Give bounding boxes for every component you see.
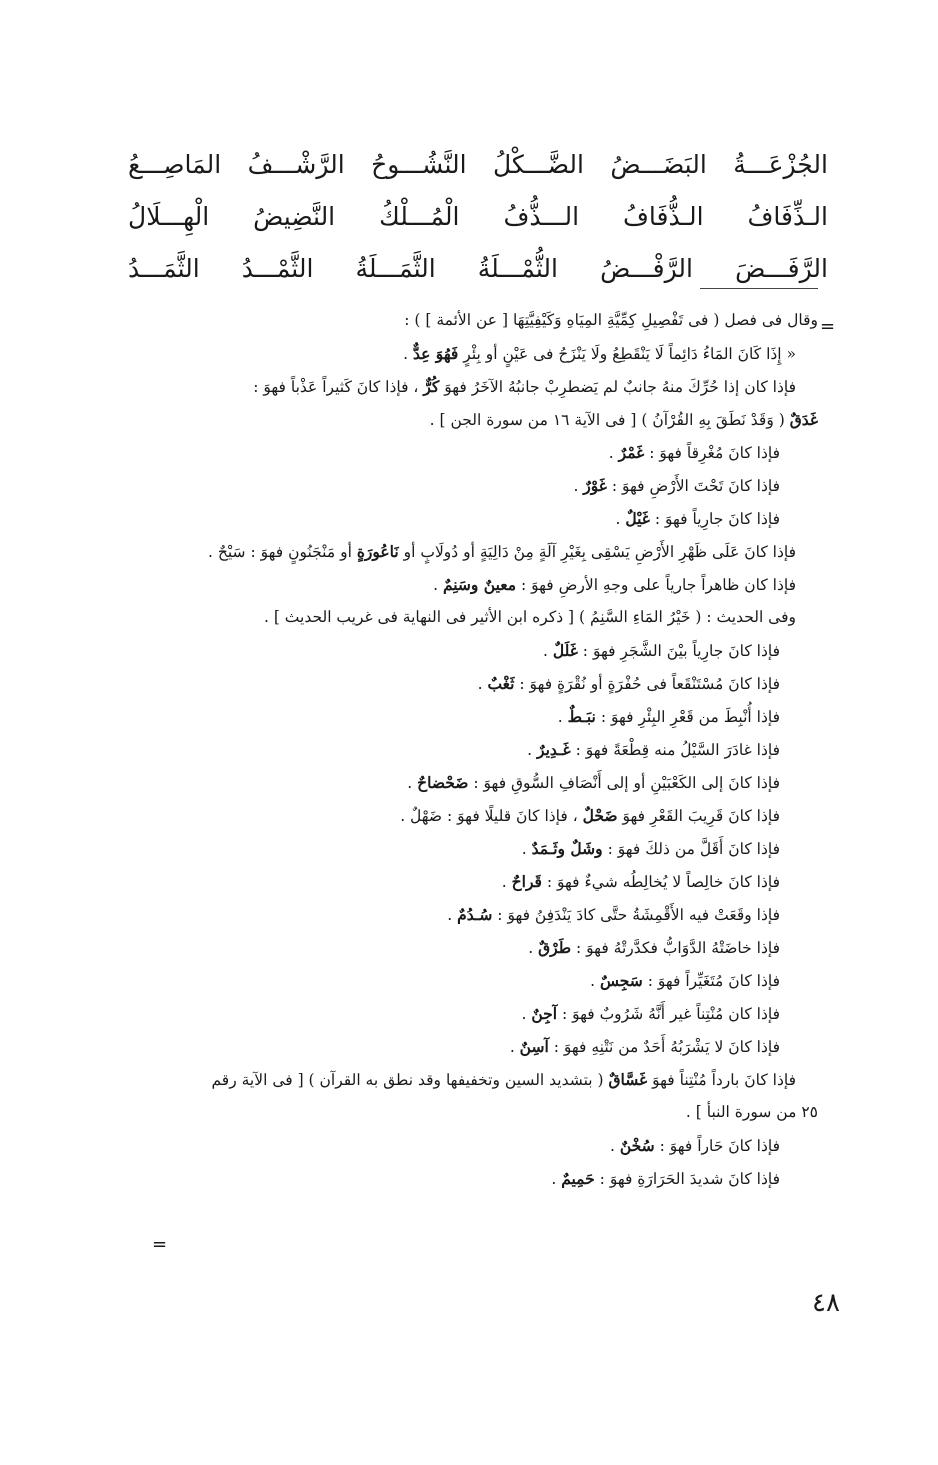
defined-term: نَاعُورَةٍ: [356, 542, 399, 561]
text-line: [120, 502, 818, 535]
word-cell: الرَّفَـــضَ: [735, 253, 828, 283]
line-text: فإذا كان مُنْتِناً غير أَنَّهُ شَرُوبٌ فهوَ :: [561, 1005, 780, 1023]
text-line: [120, 436, 818, 469]
line-text: فإذا غادَرَ السَّيْلُ منه قِطْعَةً فهوَ :: [575, 741, 780, 759]
defined-term: قَراحٌ: [511, 872, 542, 891]
line-text: فإذا كانَ لا يَشْرَبُهُ أَحَدٌ من نَتْنِهِ فهوَ :: [553, 1038, 780, 1056]
line-text-after: ( بتشديد السين وتخفيفها وقد نطق به القرآن ) [ فى الآية رقم: [211, 1071, 609, 1089]
text-line: [120, 634, 818, 667]
line-text: فإذا كانَ مُتَغَيِّراً فهوَ :: [647, 972, 780, 990]
line-text-after: .: [407, 774, 418, 792]
line-text: فإذا كانَ جارِياً فهوَ :: [654, 510, 780, 528]
text-line: [120, 1030, 818, 1063]
word-cell: الرَّشْـــفُ: [247, 149, 345, 179]
line-text-after: أو مَنْجَنُونٍ فهوَ : سَيْحٌ .: [208, 543, 357, 561]
defined-term: غَمْرٌ: [618, 443, 645, 462]
line-text-after: .: [615, 510, 626, 528]
line-text: فإذا كان إذا حُرِّكَ منهُ جانبٌ لم يَضطرِبْ جانبُهُ الآخَرُ فهوَ: [444, 378, 796, 396]
line-text-after: .: [447, 906, 458, 924]
line-text-after: .: [477, 675, 488, 693]
line-text: فإذا كانَ مُسْتَنْقَعاً فى حُفْرَةٍ أو نُقْرَةٍ فهوَ :: [519, 675, 780, 693]
word-cell: الثَّمَـــلَةُ: [355, 253, 436, 283]
line-text-after: .: [551, 1170, 562, 1188]
word-cell: الثَّمْـــدُ: [241, 253, 314, 283]
text-line: [120, 964, 818, 997]
defined-term: سَجِسٌ: [599, 971, 643, 990]
line-text: فإذا كانَ تَحْتَ الأَرْضِ فهوَ :: [611, 477, 780, 495]
text-line: [120, 469, 818, 502]
line-text: فإذا وقَعَتْ فيه الأَقْمِشَةُ حتَّى كادَ يَنْدَفِنُ فهوَ :: [497, 906, 780, 924]
defined-term: غَدَقٌ: [789, 410, 818, 429]
divider-line: [700, 288, 818, 289]
line-text-after: .: [609, 1137, 620, 1155]
defined-term: سُـدُمٌ: [457, 905, 493, 924]
line-text: فإذا كانَ خالِصاً لا يُخالِطُه شيءٌ فهوَ :: [546, 873, 780, 891]
text-line: [120, 700, 818, 733]
text-line: [120, 1063, 818, 1096]
defined-term: غَلَلٌ: [552, 641, 578, 660]
text-line: [120, 733, 818, 766]
text-line: [120, 1096, 818, 1129]
line-text: فإذا كانَ جارِياً بيْنَ الشَّجَرِ فهوَ :: [582, 642, 780, 660]
word-cell: الثُّمْـــلَةُ: [477, 253, 558, 283]
line-text: فإذا كانَ بارداً مُنْتِناً فهوَ: [652, 1071, 796, 1089]
line-text: فإذا كانَ حَاراً فهوَ :: [659, 1137, 780, 1155]
defined-term: ضَحْضاحٌ: [417, 773, 469, 792]
text-line: [120, 832, 818, 865]
word-cell: الْمُـــلْكُ: [379, 201, 460, 231]
line-text: فإذا كانَ إلى الكَعْبَيْنِ أو إلى أَنْصَافِ السُّوقِ فهوَ :: [473, 774, 780, 792]
line-text: فإذا كانَ أَقَلَّ من ذلكَ فهوَ :: [607, 840, 780, 858]
word-row: [128, 138, 828, 190]
text-line: [120, 766, 818, 799]
text-line: [120, 370, 818, 403]
line-text: فإذا كان ظاهراً جارياً على وجهِ الأرضِ فهوَ :: [521, 576, 796, 594]
line-text: فإذا كانَ عَلَى ظَهْرِ الأَرْضِ يَسْقِى بِغَيْرِ آلَةٍ مِنْ دَالِيَةٍ أو دُولَابٍ أو: [403, 543, 796, 561]
defined-term: غَوْرٌ: [583, 476, 607, 495]
text-line: [120, 997, 818, 1030]
defined-term: طَرْقٌ: [538, 938, 572, 957]
defined-term: غَيْلٌ: [625, 509, 650, 528]
word-cell: البَضَـــضُ: [610, 149, 707, 179]
margin-mark-top-right: =: [820, 316, 836, 337]
line-text-after: .: [521, 1005, 532, 1023]
word-row: [128, 242, 828, 294]
word-cell: الـذُّفَافُ: [623, 201, 704, 231]
word-grid: [128, 138, 828, 294]
line-text-after: .: [521, 840, 532, 858]
line-text-after: .: [501, 873, 512, 891]
word-cell: الضَّـــكْلُ: [493, 149, 584, 179]
text-line: [120, 337, 818, 370]
text-line: [120, 1129, 818, 1162]
defined-term: ضَحْلٌ: [582, 806, 618, 825]
page-number: ٤٨: [812, 1288, 840, 1318]
margin-mark-bottom-left: =: [152, 1234, 168, 1255]
word-cell: الثَّمَـــدُ: [128, 253, 200, 283]
line-text-after: .: [528, 939, 539, 957]
defined-term: غَـدِيرٌ: [537, 740, 571, 759]
text-line: [120, 403, 818, 436]
word-cell: الجُزْعَـــةُ: [733, 149, 828, 179]
line-text-after: .: [590, 972, 600, 990]
line-text-after: .: [509, 1038, 520, 1056]
line-text-after: .: [573, 477, 584, 495]
word-row: [128, 190, 828, 242]
word-cell: المَاصِـــعُ: [128, 149, 222, 179]
text-line: [120, 1162, 818, 1195]
text-line: [120, 667, 818, 700]
defined-term: ثَغْبٌ: [487, 674, 515, 693]
text-line: [120, 601, 818, 634]
body-text: [120, 304, 818, 1195]
line-text-after: .: [608, 444, 619, 462]
line-text-after: .: [557, 708, 568, 726]
defined-term: معينٌ وسَنِمٌ: [442, 575, 517, 594]
word-cell: الرَّفْـــضُ: [600, 253, 693, 283]
text-line: [120, 568, 818, 601]
defined-term: غَسَّاقٌ: [608, 1070, 648, 1089]
word-cell: الـــذُّفُ: [503, 201, 580, 231]
line-text: فإذا أُنْبِطَ من قَعْرِ البِئْرِ فهوَ :: [600, 708, 780, 726]
line-text-after: ( وَقَدْ نَطَقَ بِهِ القُرْآنُ ) [ فى الآية ١٦ من سورة الجن ] .: [429, 411, 790, 429]
word-cell: الـذِّفَافُ: [747, 201, 828, 231]
line-text: فإذا كانَ شديدَ الحَرَارَةِ فهوَ :: [599, 1170, 780, 1188]
text-line: [120, 535, 818, 568]
defined-term: نبَـطٌ: [567, 707, 596, 726]
line-text: فإذا كانَ مُغْرِقاً فهوَ :: [649, 444, 780, 462]
line-text-after: .: [433, 576, 443, 594]
line-text: ٢٥ من سورة النبأ ] .: [685, 1103, 818, 1121]
text-line: [120, 304, 818, 337]
line-text-after: .: [527, 741, 538, 759]
defined-term: حَمِيمٌ: [561, 1169, 595, 1188]
defined-term: فَهُوَ عِدٌّ: [413, 344, 459, 363]
text-line: [120, 898, 818, 931]
defined-term: آسِنٌ: [519, 1037, 549, 1056]
line-text: وفى الحديث : ( خَيْرُ المَاءِ السَّنِمُ ) [ ذكره ابن الأثير فى النهاية فى غريب الحديث ] .: [263, 608, 796, 626]
line-text-after: .: [403, 345, 413, 363]
defined-term: وشَلٌ وثَـمَدٌ: [531, 839, 603, 858]
defined-term: آجِنٌ: [531, 1004, 558, 1023]
word-cell: الْهِـــلَالُ: [128, 201, 210, 231]
line-text-after: .: [543, 642, 553, 660]
word-cell: النَّضِيضُ: [253, 201, 336, 231]
defined-term: سُخْنٌ: [619, 1136, 655, 1155]
line-text-after: ، فإذا كانَ كَثيراً عَذْباً فهوَ :: [253, 378, 424, 396]
text-line: [120, 799, 818, 832]
line-text: فإذا كانَ قَرِيبَ القَعْرِ فهوَ: [622, 807, 780, 825]
defined-term: كُرٌّ: [423, 377, 440, 396]
text-line: [120, 865, 818, 898]
line-text-after: ، فإذا كانَ قليلًا فهوَ : ضَهْلٌ .: [400, 807, 583, 825]
line-text: فإذا خاضَتْهُ الدَّوَابُّ فكدَّرتْهُ فهوَ :: [576, 939, 780, 957]
line-text: وقال فى فصل ( فى تَفْصِيلِ كِمِّيَّةِ المِيَاهِ وَكَيْفِيَّتِهَا [ عن الأئمة ] ) :: [404, 311, 818, 329]
word-cell: النَّشُـــوحُ: [371, 149, 467, 179]
line-text: « إِذَا كَانَ المَاءُ دَائِماً لَا يَنْقَطِعُ ولَا يَنْزَحُ فى عَيْنٍ أو بِئْرٍ: [463, 345, 796, 363]
text-line: [120, 931, 818, 964]
